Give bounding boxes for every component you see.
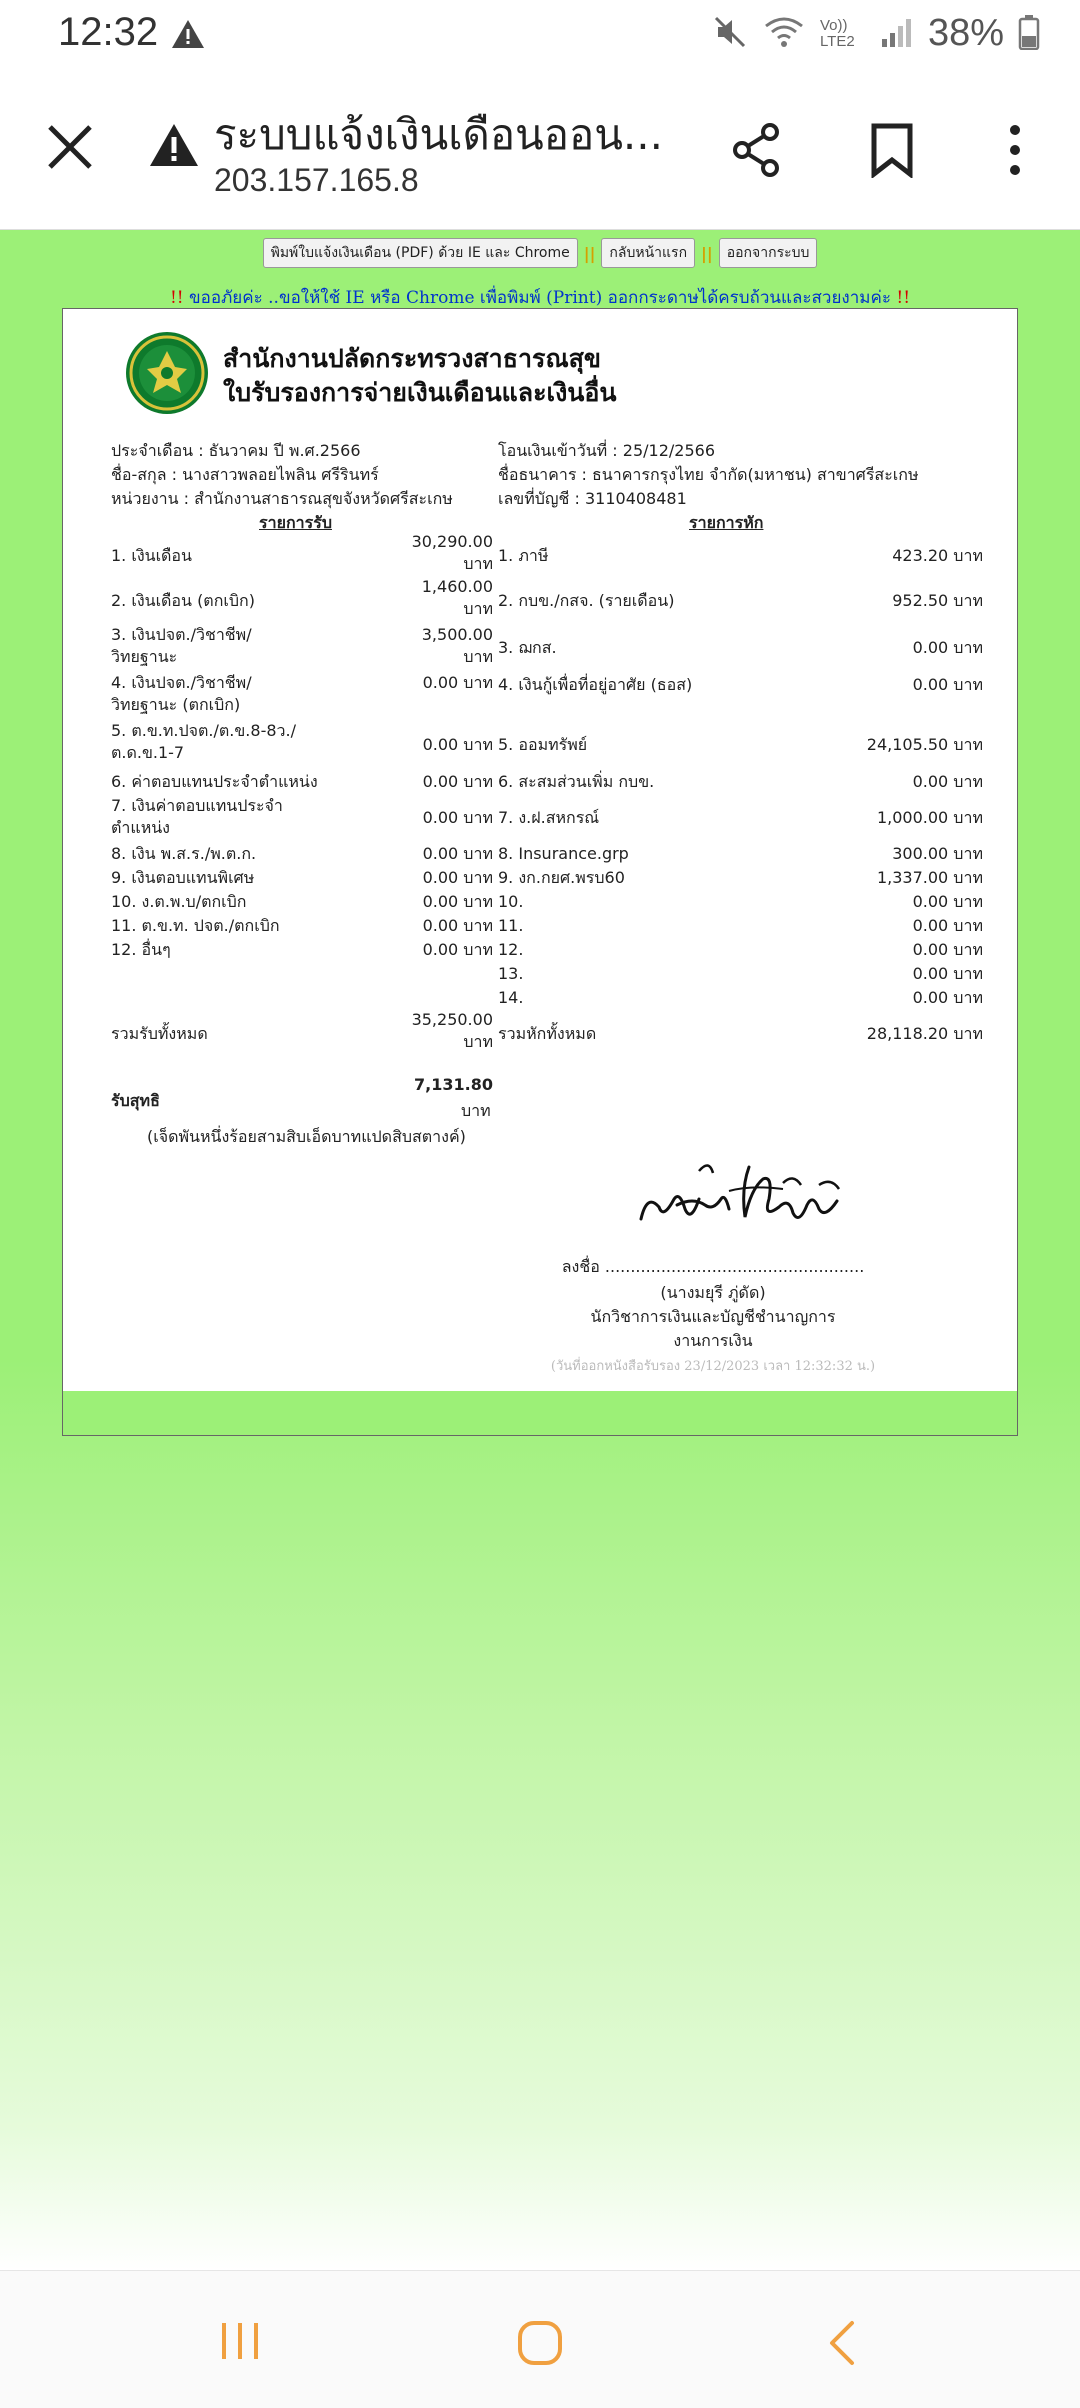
separator: || (583, 243, 596, 263)
status-time: 12:32 (58, 10, 159, 54)
deduction-label: 11. (498, 916, 524, 935)
transfer-date: โอนเงินเข้าวันที่ : 25/12/2566 (498, 441, 715, 460)
total-income-amount (363, 1009, 493, 1053)
income-amount: 0.00 บาท (422, 673, 493, 692)
page-url: 203.157.165.8 (214, 162, 419, 198)
ministry-logo (125, 331, 209, 415)
wifi-icon (762, 14, 806, 54)
income-label: 11. ต.ข.ท. ปจต./ตกเบิก (111, 916, 280, 935)
income-label: 8. เงิน พ.ส.ร./พ.ต.ก. (111, 844, 257, 863)
bookmark-icon[interactable] (868, 122, 916, 182)
income-amount: 0.00 บาท (422, 844, 493, 863)
print-notice (0, 284, 1080, 311)
income-header: รายการรับ (259, 513, 332, 532)
income-label (111, 795, 283, 839)
amount-unit: บาท (463, 554, 493, 573)
notice-marks: !! (896, 288, 911, 308)
label-line: 5. ต.ข.ท.ปจต./ต.ข.8-8ว./ (111, 721, 296, 740)
deduction-amount: 0.00 บาท (912, 916, 983, 935)
income-amount: 0.00 บาท (422, 940, 493, 959)
income-label (111, 624, 252, 668)
issued-timestamp: (วันที่ออกหนังสือรับรอง 23/12/2023 เวลา 12:32:32 น.) (550, 1359, 876, 1374)
income-amount (363, 576, 493, 620)
deduction-amount: 0.00 บาท (912, 988, 983, 1007)
income-amount (363, 531, 493, 575)
status-icons (712, 12, 1040, 55)
notice-text: ขออภัยค่ะ ..ขอให้ใช้ IE หรือ Chrome เพื่อพิมพ์ (Print) ออกกระดาษได้ครบถ้วนและสวยงามค่ะ (189, 288, 891, 308)
signature-line: ลงชื่อ ................................................... (561, 1257, 865, 1276)
recents-icon[interactable] (218, 2319, 262, 2367)
amount-unit: บาท (463, 599, 493, 618)
amount-value: 30,290.00 (411, 532, 493, 551)
income-label: 10. ง.ต.พ.บ/ตกเบิก (111, 892, 247, 911)
label-line: 3. เงินปจต./วิชาชีพ/ (111, 625, 252, 644)
home-button[interactable]: กลับหน้าแรก (601, 238, 695, 268)
income-label: 9. เงินตอบแทนพิเศษ (111, 868, 255, 887)
signal-icon (880, 15, 914, 53)
deduction-label: 13. (498, 964, 524, 983)
label-line: วิทยฐานะ (111, 647, 178, 666)
deduction-label: 2. กบข./กสจ. (รายเดือน) (498, 591, 675, 610)
document-title: ใบรับรองการจ่ายเงินเดือนและเงินอื่น (223, 378, 617, 407)
income-amount: 0.00 บาท (422, 916, 493, 935)
label-line: วิทยฐานะ (ตกเบิก) (111, 695, 241, 714)
income-label: 1. เงินเดือน (111, 546, 192, 565)
signer-position: นักวิชาการเงินและบัญชีชำนาญการ (590, 1307, 836, 1326)
total-income-label: รวมรับทั้งหมด (111, 1024, 208, 1043)
org-name: สำนักงานปลัดกระทรวงสาธารณสุข (223, 344, 601, 373)
income-amount: 0.00 บาท (422, 892, 493, 911)
security-warning-icon[interactable] (148, 122, 200, 172)
amount-value: 3,500.00 (421, 625, 493, 644)
separator: || (701, 243, 713, 263)
action-buttons (0, 238, 1080, 268)
web-content (0, 230, 1080, 2270)
battery-percent: 38% (927, 12, 1004, 54)
deduction-label: 7. ง.ฝ.สหกรณ์ (498, 808, 600, 827)
net-pay-words: (เจ็ดพันหนึ่งร้อยสามสิบเอ็ดบาทแปดสิบสตางค์) (147, 1127, 466, 1146)
deduction-amount: 0.00 บาท (912, 638, 983, 657)
deduction-label: 8. Insurance.grp (498, 844, 629, 863)
deduction-label: 6. สะสมส่วนเพิ่ม กบข. (498, 772, 655, 791)
share-icon[interactable] (728, 122, 784, 182)
label-line: ตำแหน่ง (111, 818, 170, 837)
amount-value: 35,250.00 (411, 1010, 493, 1029)
deduction-label: 9. งก.กยศ.พรบ60 (498, 868, 625, 887)
income-amount: 0.00 บาท (422, 735, 493, 754)
income-amount: 0.00 บาท (422, 772, 493, 791)
deduction-label: 10. (498, 892, 524, 911)
deduction-amount: 0.00 บาท (912, 892, 983, 911)
signer-name: (นางมยุรี ภู่ดัด) (660, 1283, 766, 1302)
browser-toolbar (0, 70, 1080, 230)
amount-unit: บาท (463, 647, 493, 666)
deduction-header: รายการหัก (689, 513, 764, 532)
deduction-amount: 1,000.00 บาท (876, 808, 983, 827)
notice-marks: !! (169, 288, 184, 308)
battery-icon (1018, 14, 1040, 54)
deduction-amount: 0.00 บาท (912, 964, 983, 983)
deduction-label: 3. ฌกส. (498, 638, 557, 657)
income-amount: 0.00 บาท (422, 808, 493, 827)
amount-unit: บาท (463, 1032, 493, 1051)
deduction-label: 14. (498, 988, 524, 1007)
bank-name: ชื่อธนาคาร : ธนาคารกรุงไทย จำกัด(มหาชน) สาขาศรีสะเกษ (498, 465, 919, 484)
income-label: 12. อื่นๆ (111, 940, 171, 959)
deduction-amount: 24,105.50 บาท (866, 735, 983, 754)
income-label: 2. เงินเดือน (ตกเบิก) (111, 591, 255, 610)
income-label (111, 672, 252, 716)
employee-unit: หน่วยงาน : สำนักงานสาธารณสุขจังหวัดศรีสะเกษ (111, 489, 453, 508)
income-label (111, 720, 296, 764)
deduction-amount: 1,337.00 บาท (876, 868, 983, 887)
slip-body (63, 309, 1017, 1391)
total-deduction-label: รวมหักทั้งหมด (498, 1024, 597, 1043)
deduction-amount: 0.00 บาท (912, 772, 983, 791)
amount-value: 1,460.00 (421, 577, 493, 596)
more-options-icon[interactable] (1000, 122, 1030, 182)
net-pay-unit: บาท (461, 1101, 491, 1120)
page-title: ระบบแจ้งเงินเดือนออน... (214, 110, 663, 159)
income-label: 6. ค่าตอบแทนประจำตำแหน่ง (111, 772, 318, 791)
net-pay-label: รับสุทธิ (111, 1091, 160, 1110)
total-deduction-amount: 28,118.20 บาท (866, 1024, 983, 1043)
print-pdf-button[interactable]: พิมพ์ใบแจ้งเงินเดือน (PDF) ด้วย IE และ Chrome (263, 238, 578, 268)
back-icon[interactable] (826, 2319, 858, 2371)
deduction-amount: 300.00 บาท (892, 844, 983, 863)
warning-icon (170, 18, 206, 54)
account-number: เลขที่บัญชี : 3110408481 (498, 489, 687, 508)
deduction-label: 4. เงินกู้เพื่อที่อยู่อาศัย (ธอส) (498, 675, 693, 694)
deduction-label: 12. (498, 940, 524, 959)
income-amount: 0.00 บาท (422, 868, 493, 887)
signature-image (633, 1149, 853, 1243)
lte-label: Vo)) LTE2 (819, 16, 855, 50)
label-line: 4. เงินปจต./วิชาชีพ/ (111, 673, 252, 692)
salary-slip (62, 308, 1018, 1436)
close-icon[interactable] (40, 117, 100, 177)
deduction-label: 1. ภาษี (498, 546, 549, 565)
status-bar (0, 0, 1080, 70)
mute-icon (712, 14, 748, 54)
signer-unit: งานการเงิน (673, 1331, 753, 1350)
navigation-bar (0, 2270, 1080, 2408)
net-pay-amount: 7,131.80 (414, 1075, 493, 1094)
logout-button[interactable]: ออกจากระบบ (719, 238, 818, 268)
pay-month: ประจำเดือน : ธันวาคม ปี พ.ศ.2566 (111, 441, 361, 460)
deduction-label: 5. ออมทรัพย์ (498, 735, 588, 754)
employee-name: ชื่อ-สกุล : นางสาวพลอยไพลิน ศรีรินทร์ (111, 465, 379, 484)
deduction-amount: 952.50 บาท (892, 591, 983, 610)
deduction-amount: 0.00 บาท (912, 675, 983, 694)
deduction-amount: 423.20 บาท (892, 546, 983, 565)
label-line: ต.ด.ข.1-7 (111, 743, 185, 762)
deduction-amount: 0.00 บาท (912, 940, 983, 959)
home-icon[interactable] (516, 2319, 564, 2371)
label-line: 7. เงินค่าตอบแทนประจำ (111, 796, 283, 815)
income-amount (363, 624, 493, 668)
